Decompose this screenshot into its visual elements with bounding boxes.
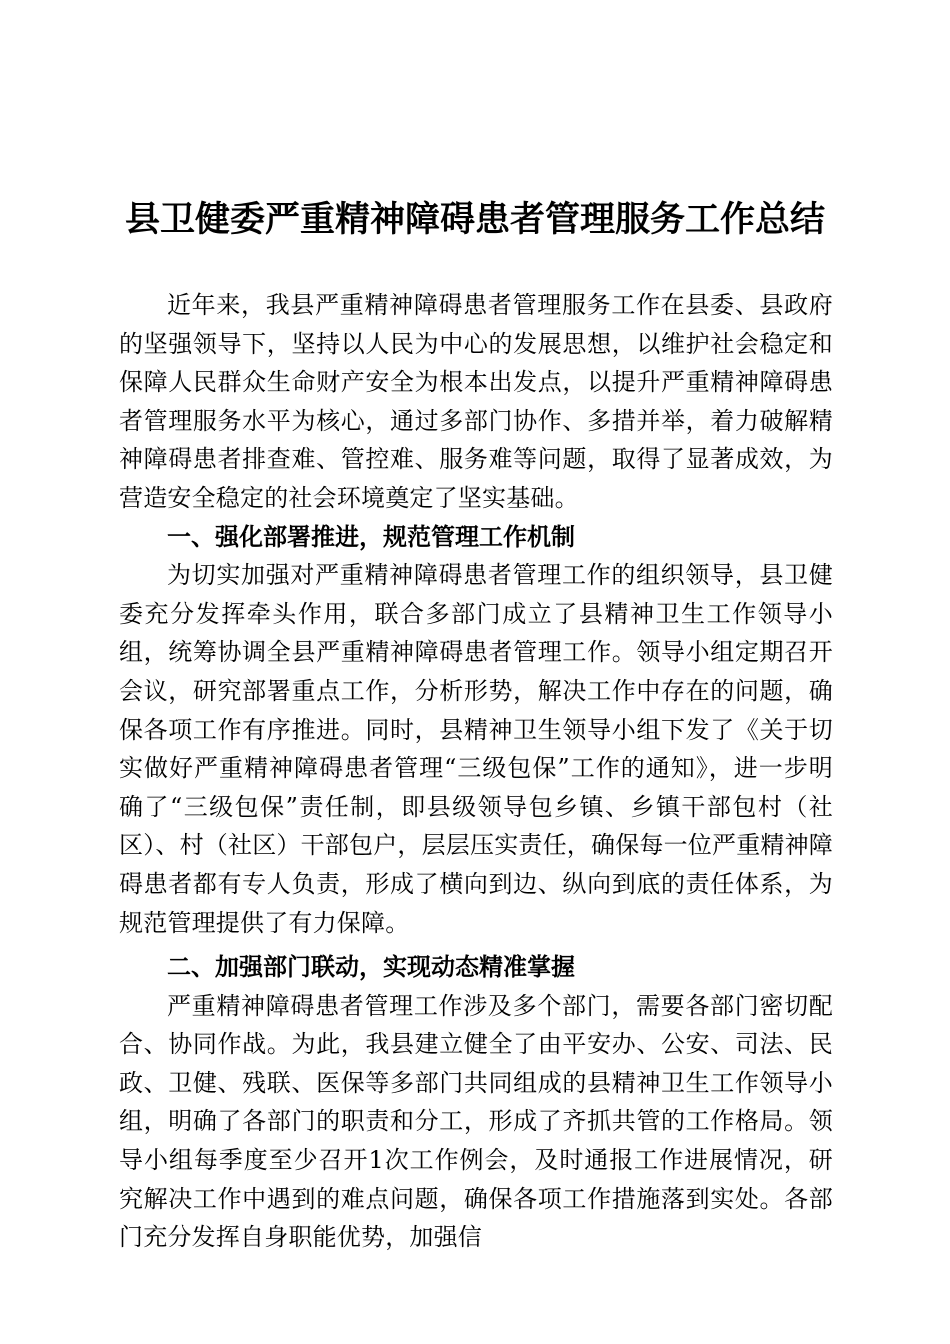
document-body xyxy=(119,286,833,1257)
section-2-heading: 二、加强部门联动，实现动态精准掌握 xyxy=(167,953,575,982)
intro-paragraph: 近年来，我县严重精神障碍患者管理服务工作在县委、县政府的坚强领导下，坚持以人民为中心的发展思想，以维护社会稳定和保障人民群众生命财产安全为根本出发点，以提升严重精神障碍患者管理服务水平为核心，通过多部门协作、多措并举，着力破解精神障碍患者排查难、管控难、服务难等问题，取得了显著成效，为营造安全稳定的社会环境奠定了坚实基础。 xyxy=(119,291,833,512)
document-title: 县卫健委严重精神障碍患者管理服务工作总结 xyxy=(124,199,825,240)
section-2-paragraph: 严重精神障碍患者管理工作涉及多个部门，需要各部门密切配合、协同作战。为此，我县建立健全了由平安办、公安、司法、民政、卫健、残联、医保等多部门共同组成的县精神卫生工作领导小组，明确了各部门的职责和分工，形成了齐抓共管的工作格局。领导小组每季度至少召开1次工作例会，及时通报工作进展情况，研究解决工作中遇到的难点问题，确保各项工作措施落到实处。各部门充分发挥自身职能优势，加强信 xyxy=(119,991,833,1252)
section-1-paragraph: 为切实加强对严重精神障碍患者管理工作的组织领导，县卫健委充分发挥牵头作用，联合多部门成立了县精神卫生工作领导小组，统筹协调全县严重精神障碍患者管理工作。领导小组定期召开会议，研究部署重点工作，分析形势，解决工作中存在的问题，确保各项工作有序推进。同时，县精神卫生领导小组下发了《关于切实做好严重精神障碍患者管理“三级包保”工作的通知》，进一步明确了“三级包保”责任制，即县级领导包乡镇、乡镇干部包村（社区）、村（社区）干部包户，层层压实责任，确保每一位严重精神障碍患者都有专人负责，形成了横向到边、纵向到底的责任体系，为规范管理提供了有力保障。 xyxy=(119,561,833,937)
section-1-heading: 一、强化部署推进，规范管理工作机制 xyxy=(167,522,575,551)
